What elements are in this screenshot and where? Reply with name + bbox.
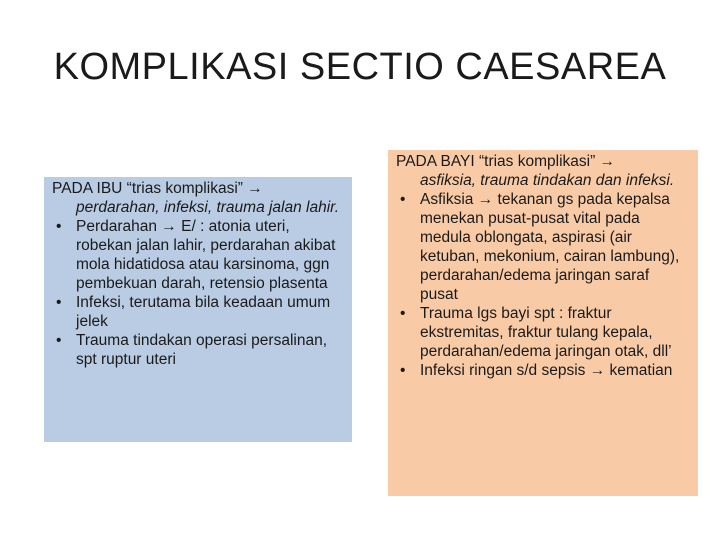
baby-complications-box (388, 150, 698, 496)
list-item-text: Asfiksia → tekanan gs pada kepalsa menekan pusat-pusat vital pada medula oblongata, aspirasi (air ketuban, mekonium, cairan lambung), perdarahan/edema jaringan saraf pusat (420, 191, 680, 303)
mother-heading: PADA IBU “trias komplikasi” → (52, 180, 263, 197)
baby-heading: PADA BAYI “trias komplikasi” → (396, 153, 616, 170)
slide-title: KOMPLIKASI SECTIO CAESAREA (53, 46, 667, 88)
list-item-text: Infeksi ringan s/d sepsis → kematian (420, 362, 673, 379)
list-item (396, 190, 690, 304)
baby-complications-list (396, 190, 690, 380)
bullet-icon: • (56, 332, 62, 349)
list-item-text: Perdarahan → E/ : atonia uteri, robekan jalan lahir, perdarahan akibat mola hidatidosa atau karsinoma, ggn pembekuan darah, retensio plasenta (76, 218, 336, 292)
list-item (396, 304, 690, 361)
mother-complications-list (52, 217, 342, 369)
list-item-text: Trauma tindakan operasi persalinan, spt ruptur uteri (76, 332, 328, 368)
bullet-icon: • (400, 191, 406, 208)
list-item-text: Infeksi, terutama bila keadaan umum jelek (76, 294, 331, 330)
list-item (52, 331, 342, 369)
bullet-icon: • (56, 294, 62, 311)
mother-complications-box (44, 177, 352, 442)
list-item-text: Trauma lgs bayi spt : fraktur ekstremitas, fraktur tulang kepala, perdarahan/edema jaringan otak, dll’ (420, 305, 672, 360)
list-item (52, 217, 342, 293)
bullet-icon: • (400, 305, 406, 322)
baby-subheading: asfiksia, trauma tindakan dan infeksi. (420, 172, 675, 189)
bullet-icon: • (56, 218, 62, 235)
list-item (52, 293, 342, 331)
list-item (396, 361, 690, 380)
mother-subheading: perdarahan, infeksi, trauma jalan lahir. (76, 199, 340, 216)
bullet-icon: • (400, 362, 406, 379)
